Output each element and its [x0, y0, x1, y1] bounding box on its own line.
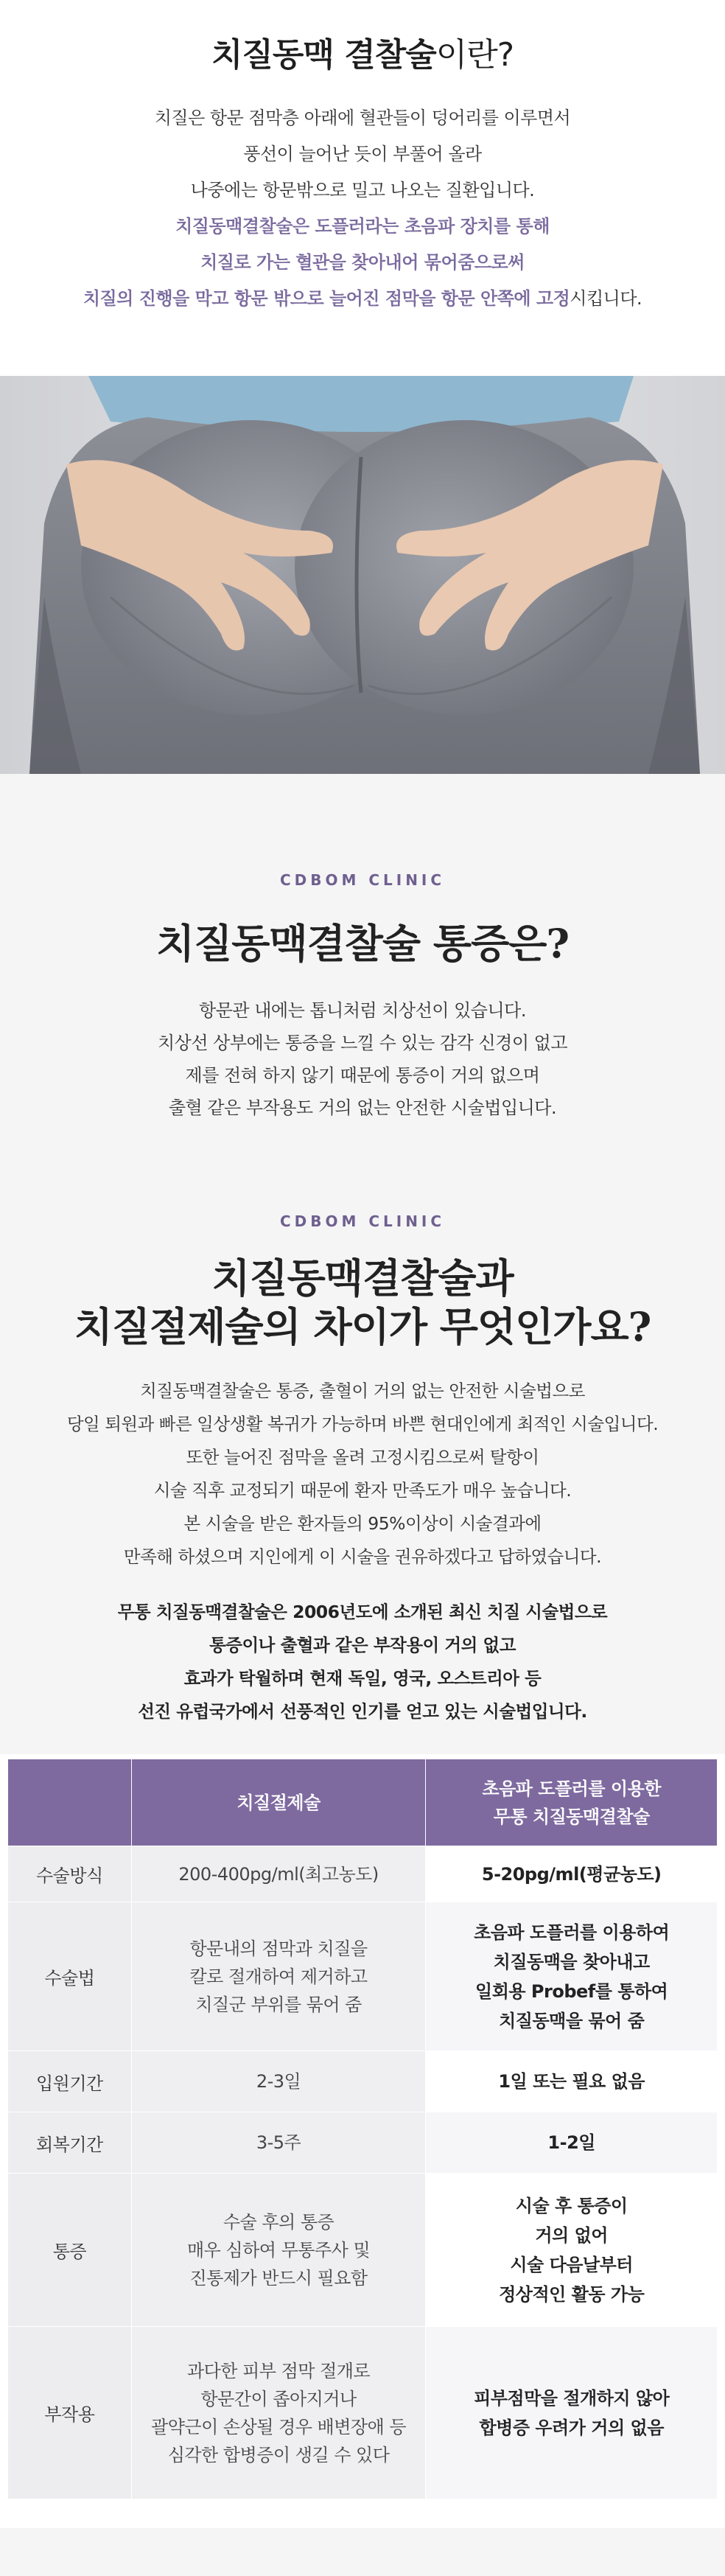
table-cell-ligation — [426, 2051, 718, 2112]
intro-line: 치질은 항문 점막층 아래에 혈관들이 덩어리를 이루면서 — [154, 108, 571, 128]
cell-line: 초음파 도플러를 이용하여 — [474, 1921, 670, 1943]
intro-text — [0, 100, 725, 317]
diff-block — [0, 1212, 725, 1728]
cell-line: 시술 후 통증이 — [515, 2195, 628, 2216]
table-row-label: 수술법 — [8, 1902, 132, 2051]
intro-title — [0, 28, 725, 75]
diff-line: 만족해 하셨으며 지인에게 이 시술을 권유하겠다고 답하였습니다. — [123, 1546, 602, 1567]
intro-section — [0, 0, 725, 376]
cell-line: 괄약근이 손상될 경우 배변장애 등 — [151, 2416, 407, 2437]
diff-line: 당일 퇴원과 빠른 일상생활 복귀가 가능하며 바쁜 현대인에게 최적인 시술입니다. — [66, 1414, 659, 1434]
table-header-ligation-line1: 초음파 도플러를 이용한 — [482, 1778, 661, 1799]
cell-line: 정상적인 활동 가능 — [499, 2283, 645, 2305]
table-header-excision: 치질절제술 — [131, 1759, 426, 1846]
table-header-blank — [8, 1759, 132, 1846]
table-row-label: 회복기간 — [8, 2112, 132, 2174]
diff-text — [0, 1375, 725, 1574]
cell-line: 진통제가 반드시 필요함 — [189, 2267, 368, 2289]
pain-title: 치질동맥결찰술 통증은? — [155, 920, 570, 967]
diff-bold-line: 효과가 탁월하며 현재 독일, 영국, 오스트리아 등 — [183, 1668, 542, 1689]
diff-eyebrow: CDBOM CLINIC — [279, 1212, 446, 1230]
table-cell-excision — [131, 2051, 426, 2112]
table-row — [8, 2112, 718, 2174]
intro-last-line — [0, 281, 725, 317]
cell-line: 일회용 Probef를 통하여 — [475, 1980, 668, 2002]
cell-line: 치질동맥을 찾아내고 — [493, 1951, 650, 1972]
diff-line: 또한 늘어진 점막을 올려 고정시킴으로써 탈항이 — [186, 1447, 539, 1467]
diff-line: 시술 직후 교정되기 때문에 환자 만족도가 매우 높습니다. — [153, 1480, 572, 1501]
table-header-row — [8, 1759, 718, 1846]
cell-line: 치질동맥을 묶어 줌 — [499, 2010, 645, 2031]
pain-text — [0, 994, 725, 1124]
table-cell-ligation — [426, 2174, 718, 2327]
intro-line: 풍선이 늘어난 듯이 부풀어 올라 — [243, 144, 482, 164]
table-cell-ligation — [426, 2327, 718, 2499]
bottom-spacer — [0, 2528, 725, 2576]
diff-title-line1: 치질동맥결찰술과 — [211, 1254, 514, 1302]
cell-line: 거의 없어 — [535, 2224, 608, 2246]
cell-line: 3-5주 — [256, 2132, 301, 2153]
cell-line: 2-3일 — [256, 2071, 301, 2092]
cell-line: 합병증 우려가 거의 없음 — [479, 2417, 664, 2438]
diff-line: 본 시술을 받은 환자들의 95%이상이 시술결과에 — [183, 1513, 542, 1534]
cell-line: 5-20pg/ml(평균농도) — [481, 1863, 662, 1885]
table-header-ligation — [426, 1759, 718, 1846]
cell-line: 과다한 피부 점막 절개로 — [186, 2360, 371, 2381]
cell-line: 치질군 부위를 묶어 줌 — [195, 1994, 362, 2015]
table-row-label: 부작용 — [8, 2327, 132, 2499]
intro-line: 나중에는 항문밖으로 밀고 나오는 질환입니다. — [190, 180, 535, 200]
diff-title-line2: 치질절제술의 차이가 무엇인가요? — [74, 1303, 651, 1350]
table-cell-excision — [131, 2327, 426, 2499]
cell-line: 항문간이 좁아지거나 — [200, 2388, 357, 2409]
cell-line: 칼로 절개하여 제거하고 — [189, 1966, 368, 1987]
intro-title-light: 이란? — [435, 36, 514, 74]
cell-line: 1일 또는 필요 없음 — [498, 2071, 645, 2092]
pain-line: 항문관 내에는 톱니처럼 치상선이 있습니다. — [199, 1000, 526, 1021]
diff-title — [0, 1254, 725, 1351]
diff-bold-line: 무통 치질동맥결찰술은 2006년도에 소개된 최신 치질 시술법으로 — [117, 1602, 608, 1622]
table-cell-ligation — [426, 2112, 718, 2174]
cell-line: 항문내의 점막과 치질을 — [189, 1938, 368, 1959]
table-row — [8, 1902, 718, 2051]
intro-last-line-accent: 치질의 진행을 막고 항문 밖으로 늘어진 점막을 항문 안쪽에 고정 — [83, 288, 570, 309]
diff-line: 치질동맥결찰술은 통증, 출혈이 거의 없는 안전한 시술법으로 — [140, 1381, 585, 1401]
cell-line: 수술 후의 통증 — [223, 2211, 335, 2233]
cell-line: 매우 심하여 무통주사 및 — [186, 2239, 371, 2261]
table-row — [8, 2327, 718, 2499]
diff-bold-line: 통증이나 출혈과 같은 부작용이 거의 없고 — [209, 1635, 516, 1655]
cell-line: 피부점막을 절개하지 않아 — [474, 2387, 670, 2409]
intro-accent-line: 치질동맥결찰술은 도플러라는 초음파 장치를 통해 — [175, 216, 550, 237]
table-row-label: 통증 — [8, 2174, 132, 2327]
photo-illustration — [0, 376, 725, 774]
table-cell-excision — [131, 1846, 426, 1902]
pain-line: 제를 전혀 하지 않기 때문에 통증이 거의 없으며 — [185, 1065, 540, 1086]
cell-line: 200-400pg/ml(최고농도) — [178, 1863, 379, 1885]
cell-line: 심각한 합병증이 생길 수 있다 — [167, 2444, 390, 2465]
pain-line: 출혈 같은 부작용도 거의 없는 안전한 시술법입니다. — [168, 1097, 557, 1118]
diff-bold-text — [0, 1596, 725, 1728]
cell-line: 시술 다음날부터 — [510, 2254, 633, 2275]
table-row — [8, 2051, 718, 2112]
table-cell-ligation — [426, 1902, 718, 2051]
table-cell-excision — [131, 1902, 426, 2051]
pain-line: 치상선 상부에는 통증을 느낄 수 있는 감각 신경이 없고 — [157, 1033, 568, 1053]
table-header-ligation-line2: 무통 치질동맥결찰술 — [493, 1806, 650, 1827]
table-row-label: 수술방식 — [8, 1846, 132, 1902]
intro-title-bold: 치질동맥 결찰술 — [211, 36, 436, 74]
person-in-gray-leggings-photo — [0, 376, 725, 774]
table-row — [8, 2174, 718, 2327]
intro-accent-line: 치질로 가는 혈관을 찾아내어 묶어줌으로써 — [200, 252, 525, 273]
table-cell-ligation — [426, 1846, 718, 1902]
table-cell-excision — [131, 2112, 426, 2174]
cell-line: 1-2일 — [547, 2132, 595, 2153]
pain-eyebrow: CDBOM CLINIC — [279, 871, 446, 889]
diff-bold-line: 선진 유럽국가에서 선풍적인 인기를 얻고 있는 시술법입니다. — [138, 1701, 587, 1722]
pain-and-diff-section — [0, 774, 725, 1754]
intro-last-line-rest: 시킵니다. — [570, 288, 642, 309]
table-cell-excision — [131, 2174, 426, 2327]
table-row-label: 입원기간 — [8, 2051, 132, 2112]
table-row — [8, 1846, 718, 1902]
comparison-table — [7, 1759, 718, 2499]
